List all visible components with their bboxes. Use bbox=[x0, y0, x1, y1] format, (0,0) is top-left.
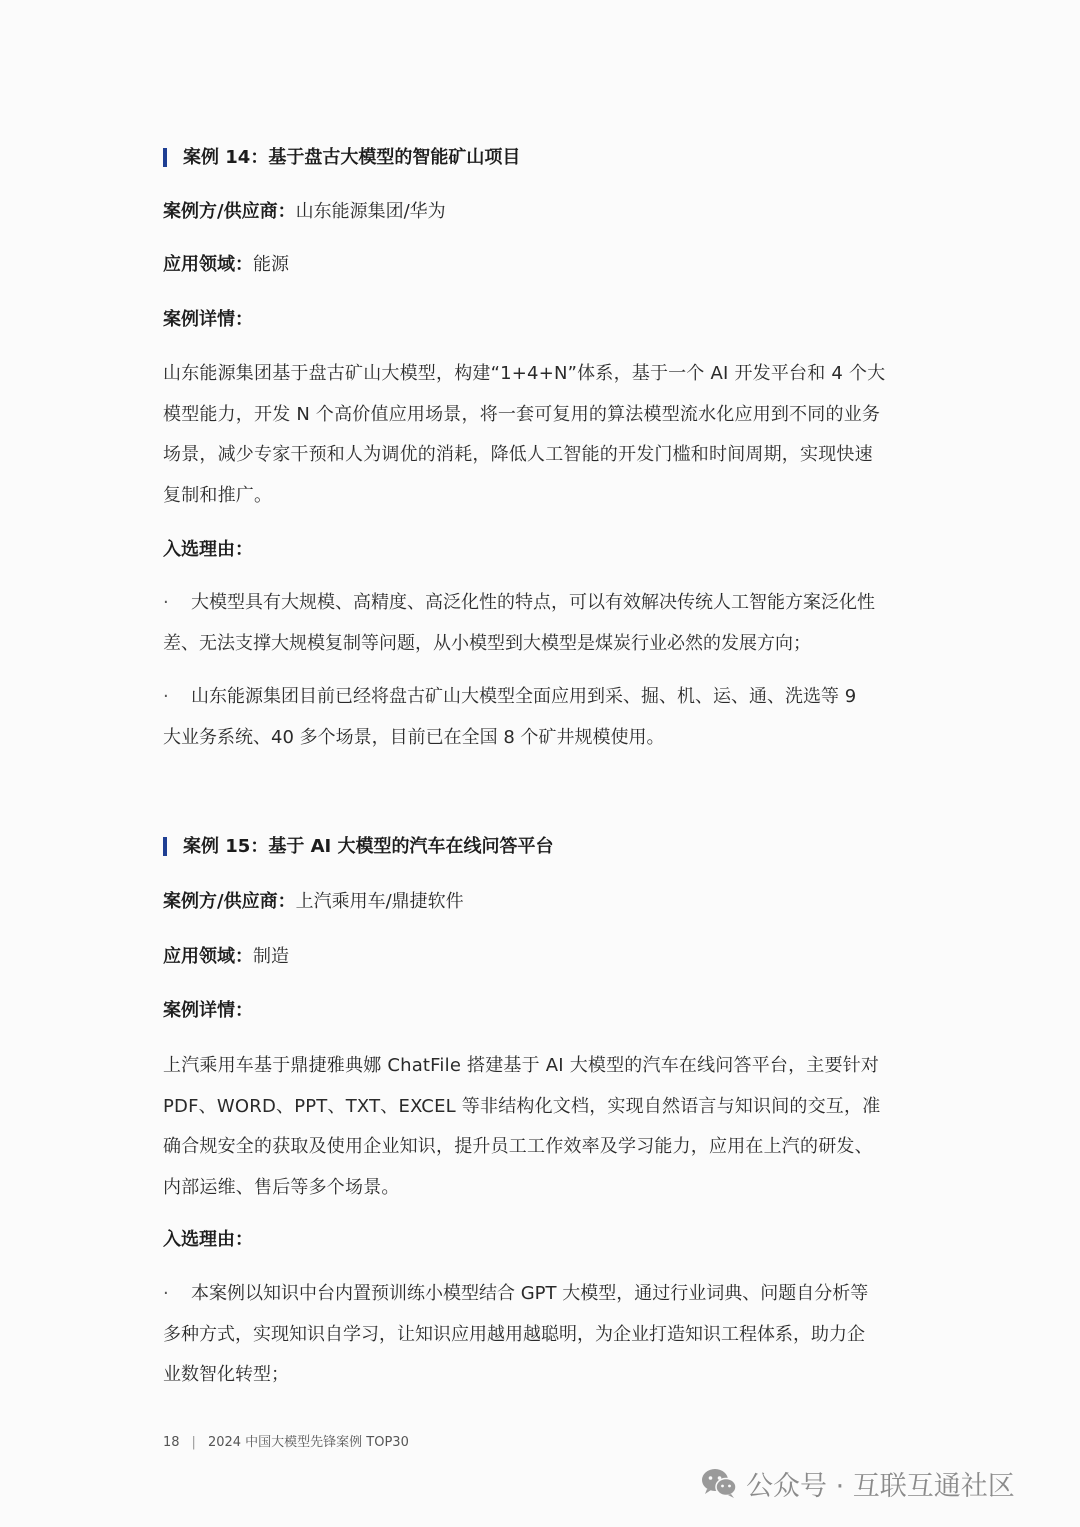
bullet-line: 差、无法支撑大规模复制等问题，从小模型到大模型是煤炭行业必然的发展方向； bbox=[163, 632, 811, 654]
title-accent-bar bbox=[163, 148, 167, 167]
detail-line: 复制和推广。 bbox=[163, 484, 273, 506]
bullet-line: 山东能源集团目前已经将盘古矿山大模型全面应用到采、掘、机、运、通、洗选等 9 bbox=[191, 686, 857, 707]
supplier-value: 上汽乘用车/鼎捷软件 bbox=[295, 891, 464, 912]
footer-separator: | bbox=[191, 1435, 196, 1450]
supplier-label: 案例方/供应商： bbox=[163, 891, 296, 912]
detail-line: PDF、WORD、PPT、TXT、EXCEL 等非结构化文档，实现自然语言与知识间的交互，准 bbox=[163, 1095, 881, 1117]
case-15-supplier bbox=[163, 887, 464, 917]
case-15-title bbox=[163, 832, 553, 862]
bullet-dot: · bbox=[163, 686, 169, 707]
title-accent-bar bbox=[163, 837, 167, 856]
wechat-watermark bbox=[700, 1461, 1015, 1505]
case-14-domain bbox=[163, 250, 289, 280]
bullet-line: 本案例以知识中台内置预训练小模型结合 GPT 大模型，通过行业词典、问题自分析等 bbox=[191, 1283, 869, 1304]
domain-value: 能源 bbox=[253, 254, 289, 275]
case-14-bullet-1 bbox=[163, 583, 923, 664]
case-14-title bbox=[163, 143, 520, 173]
page-footer bbox=[163, 1431, 409, 1450]
case-14-title-text: 案例 14：基于盘古大模型的智能矿山项目 bbox=[183, 147, 521, 168]
detail-line: 场景，减少专家干预和人为调优的消耗，降低人工智能的开发门槛和时间周期，实现快速 bbox=[163, 444, 873, 465]
bullet-dot: · bbox=[163, 592, 169, 613]
wechat-icon bbox=[700, 1466, 738, 1500]
detail-line: 确合规安全的获取及使用企业知识，提升员工工作效率及学习能力，应用在上汽的研发、 bbox=[163, 1136, 873, 1157]
detail-line: 山东能源集团基于盘古矿山大模型，构建“1+4+N”体系，基于一个 AI 开发平台和 4 个大 bbox=[163, 363, 886, 384]
case-15-reason-label: 入选理由： bbox=[163, 1229, 253, 1250]
bullet-line: 大业务系统、40 多个场景，目前已在全国 8 个矿井规模使用。 bbox=[163, 726, 665, 748]
case-15-detail-label: 案例详情： bbox=[163, 1000, 253, 1021]
case-14-reason-label: 入选理由： bbox=[163, 539, 253, 560]
case-15-title-text: 案例 15：基于 AI 大模型的汽车在线问答平台 bbox=[183, 836, 554, 857]
case-15-domain bbox=[163, 942, 289, 972]
domain-label: 应用领域： bbox=[163, 254, 253, 275]
watermark-text: 公众号 · 互联互通社区 bbox=[746, 1470, 1015, 1502]
case-14-bullet-2 bbox=[163, 677, 923, 758]
bullet-line: 业数智化转型； bbox=[163, 1364, 289, 1385]
detail-line: 模型能力，开发 N 个高价值应用场景，将一套可复用的算法模型流水化应用到不同的业务 bbox=[163, 403, 881, 425]
page-number: 18 bbox=[163, 1435, 180, 1450]
case-14-detail-text bbox=[163, 354, 923, 516]
bullet-dot: · bbox=[163, 1283, 169, 1304]
case-15-detail-text bbox=[163, 1046, 923, 1208]
domain-value: 制造 bbox=[253, 946, 289, 967]
bullet-line: 大模型具有大规模、高精度、高泛化性的特点，可以有效解决传统人工智能方案泛化性 bbox=[191, 592, 875, 613]
domain-label: 应用领域： bbox=[163, 946, 253, 967]
footer-doc-title: 2024 中国大模型先锋案例 TOP30 bbox=[207, 1435, 409, 1450]
detail-line: 内部运维、售后等多个场景。 bbox=[163, 1176, 400, 1198]
case-14-supplier bbox=[163, 197, 446, 227]
supplier-value: 山东能源集团/华为 bbox=[295, 201, 446, 222]
detail-line: 上汽乘用车基于鼎捷雅典娜 ChatFile 搭建基于 AI 大模型的汽车在线问答平台，主要针对 bbox=[163, 1055, 880, 1076]
bullet-line: 多种方式，实现知识自学习，让知识应用越用越聪明，为企业打造知识工程体系，助力企 bbox=[163, 1323, 865, 1345]
case-14-detail-label: 案例详情： bbox=[163, 309, 253, 330]
case-15-bullet-1 bbox=[163, 1274, 923, 1396]
supplier-label: 案例方/供应商： bbox=[163, 201, 296, 222]
